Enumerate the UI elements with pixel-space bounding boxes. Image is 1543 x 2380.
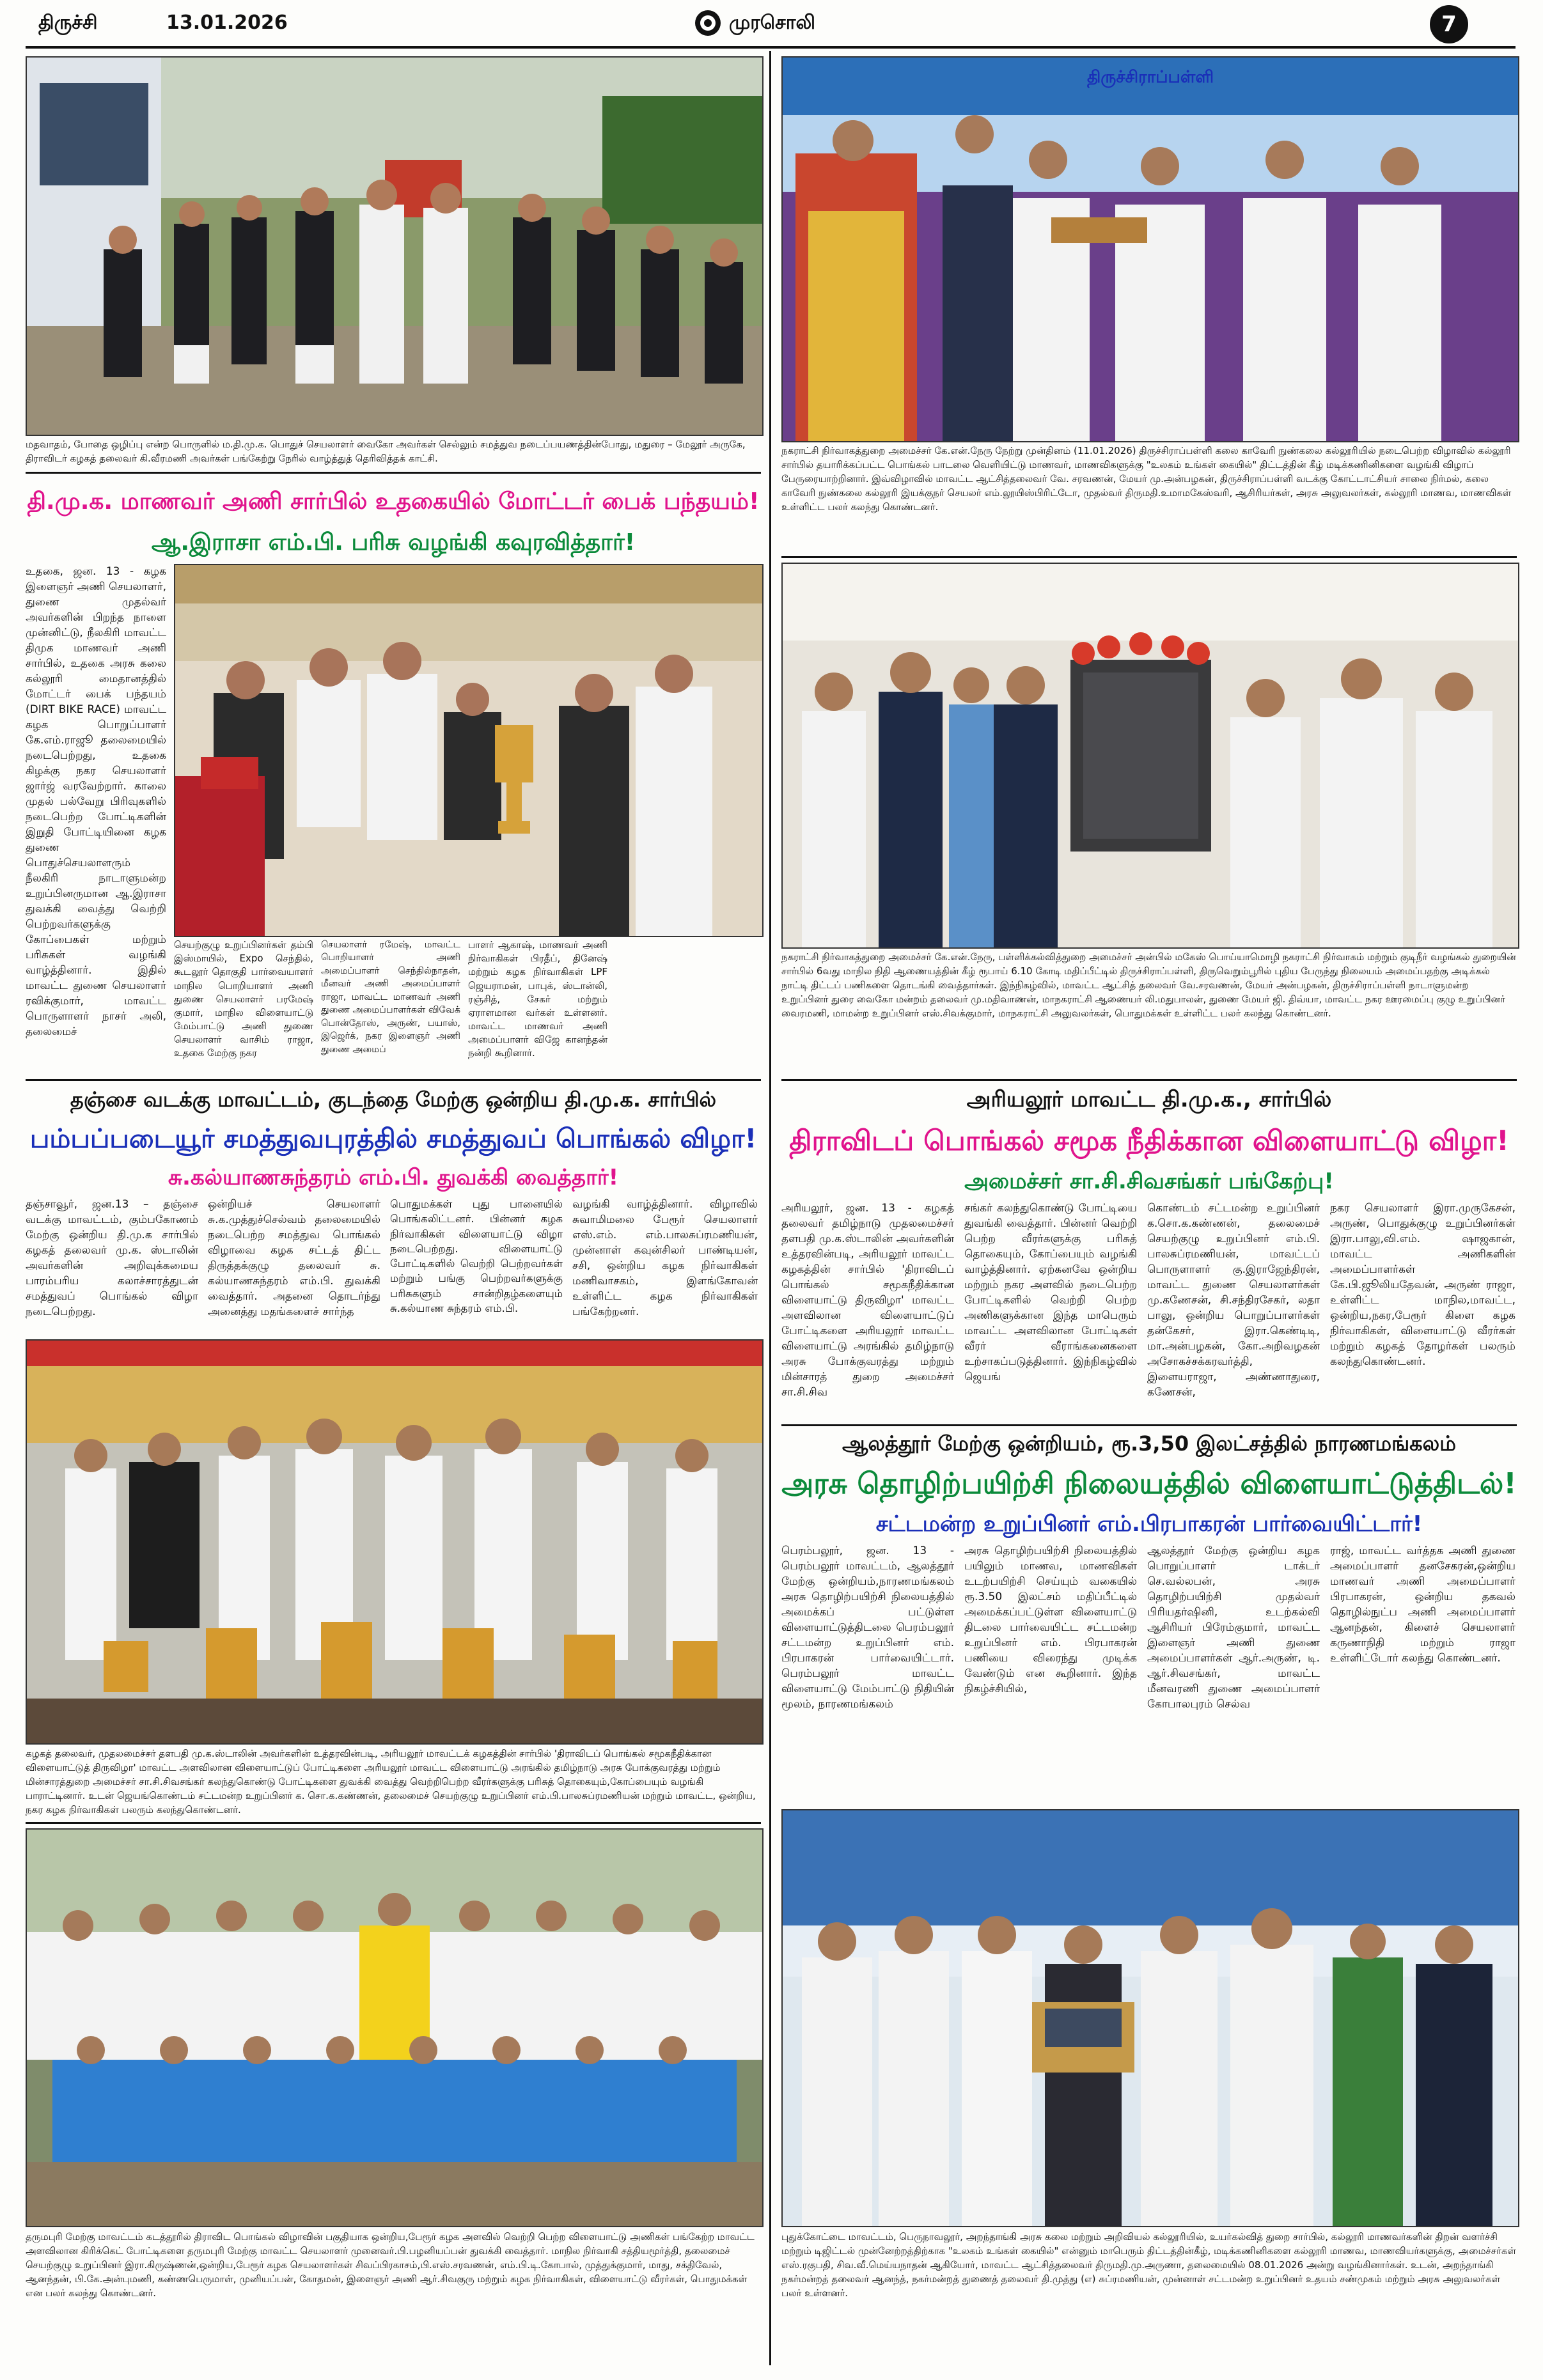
masthead-rule bbox=[26, 46, 1516, 49]
ooty-bike-race-subhead: ஆ.இராசா எம்.பி. பரிசு வழங்கி கவுரவித்தார்! bbox=[151, 529, 636, 556]
section-rule bbox=[781, 1424, 1517, 1426]
iti-article-col2: அரசு தொழிற்பயிற்சி நிலையத்தில் பயிலும் மாணவ, மாணவிகள் உடற்பயிற்சி செய்யும் வகையில் ரூ.3.50 இலட்சம் மதிப்பீட்டில் அமைக்கப்பட்டுள்ள விளையாட்டு திடலை பார்வையிட்ட சட்டமன்ற உறுப்பினர் எம். பிரபாகரன் பணியை விரைந்து முடிக்க வேண்டும் என கூறினார். இந்த நிகழ்ச்சியில், bbox=[964, 1544, 1137, 1695]
iti-kicker: ஆலத்தூர் மேற்கு ஒன்றியம், ரூ.3,50 இலட்சத்தில் நாரணமங்கலம் bbox=[842, 1431, 1456, 1456]
photo-cricket-team bbox=[26, 1828, 764, 2227]
pongal-article-col1: தஞ்சாவூர், ஜன.13 – தஞ்சை வடக்கு மாவட்டம், கும்பகோணம் மேற்கு ஒன்றிய தி.மு.க சார்பில் கழகத் தலைவர் மு.க. ஸ்டாலின் அவர்களின் அறிவுக்கமைய பாரம்பரிய கலாச்சாரத்துடன் சமத்துவப் பொங்கல் விழா நடைபெற்றது. bbox=[26, 1198, 198, 1318]
photo-walk-caption: மதவாதம், போதை ஒழிப்பு என்ற பொருளில் ம.தி.மு.க. பொதுச் செயலாளர் வைகோ அவர்கள் செல்லும் சமத்துவ நடைப்பயணத்தின்போது, மதுரை – மேலூர் அருகே, திராவிடர் கழகத் தலைவர் கி.வீரமணி அவர்கள் பங்கேற்று நேரில் வாழ்த்துத் தெரிவித்தக் காட்சி. bbox=[26, 439, 746, 464]
photo-college-laptop-event bbox=[781, 56, 1519, 442]
ariyalur-subhead: அமைச்சர் சா.சி.சிவசங்கர் பங்கேற்பு! bbox=[964, 1169, 1334, 1194]
ooty-article-col1: உதகை, ஜன. 13 - கழக இளைஞர் அணி செயலாளர், துணை முதல்வர் அவர்களின் பிறந்த நாளை முன்னிட்டு, நீலகிரி மாவட்ட திமுக மாணவர் அணி சார்பில், உதகை அரசு கலை கல்லூரி மைதானத்தில் மோட்டர் பைக் பந்தயம் (DIRT BIKE RACE) மாவட்ட கழக பொறுப்பாளர் கே.எம்.ராஜூ தலைமையில் நடைபெற்றது, உதகை கிழக்கு நகர செயலாளர் ஜார்ஜ் வரவேற்றார். காலை முதல் பல்வேறு பிரிவுகளில் நடைபெற்ற போட்டிகளின் இறுதி போட்டியினை கழக துணை பொதுச்செயலாளரும் நீலகிரி நாடாளுமன்ற உறுப்பினருமான ஆ.இராசா துவக்கி வைத்து வெற்றி பெற்றவர்களுக்கு கோப்பைகள் மற்றும் பரிசுகள் வழங்கி வாழ்த்தினார். இதில் மாவட்ட துணை செயலாளர் ரவிக்குமார், மாவட்ட பொருளாளர் நாசர் அலி, தலைமைச் bbox=[26, 565, 166, 1038]
college-banner-text: திருச்சிராப்பள்ளி bbox=[1087, 68, 1214, 87]
section-rule bbox=[781, 1079, 1517, 1081]
pongal-headline: பம்பப்படையூர் சமத்துவபுரத்தில் சமத்துவப் பொங்கல் விழா! bbox=[29, 1123, 757, 1154]
ariyalur-article-col1: அரியலூர், ஜன. 13 - கழகத் தலைவர் தமிழ்நாடு முதலமைச்சர் தளபதி மு.க.ஸ்டாலின் அவர்களின் உத்தரவின்படி, அரியலூர் மாவட்ட கழகத்தின் சார்பில் 'திராவிடப் பொங்கல் சமூகநீதிக்கான விளையாட்டு திருவிழா' மாவட்ட அளவிலான விளையாட்டுப் போட்டிகளை அரியலூர் மாவட்ட விளையாட்டு அரங்கில் தமிழ்நாடு அரசு போக்குவரத்து மற்றும் மின்சாரத் துறை அமைச்சர் சா.சி.சிவ bbox=[781, 1202, 954, 1399]
ariyalur-headline: திராவிடப் பொங்கல் சமூக நீதிக்கான விளையாட்டு விழா! bbox=[789, 1125, 1509, 1157]
photo-trophy-presentation bbox=[174, 564, 764, 937]
paper-name: முரசொலி bbox=[729, 12, 815, 34]
photo-college-caption: நகராட்சி நிர்வாகத்துறை அமைச்சர் கே.என்.நேரு நேற்று முன்தினம் (11.01.2026) திருச்சிராப்பள்ளி கலை காவேரி நுண்கலை கல்லூரியில் நடைபெற்ற விழாவில் கல்லூரி சார்பில் தயாரிக்கப்பட்ட பொங்கல் பாடலை வெளியிட்டு மாணவர், மாணவிகளுக்கு "உலகம் உங்கள் கையில்" திட்டத்தின் கீழ் மடிக்கணினிகளை வழங்கி விழாப் பேருரையாற்றினார். இவ்விழாவில் மாவட்ட ஆட்சித்தலைவர் வே. சரவணன், மேயர் மு.அன்பழகன், திருச்சிராப்பள்ளி வடக்கு கோட்டாட்சியர் சாலை நிர்மல், கலை காவேரி நுண்கலை கல்லூரி இயக்குநர் செயலர் எம்.லூயிஸ்பிரிட்டோ, முதல்வர் திருமதி.உமாமகேஸ்வரி, ஆசிரியர்கள், அரசு அலுவலர்கள், கல்லூரி மாணவ, மாணவிகள் உள்ளிட்ட பலர் கலந்து கொண்டனர். bbox=[781, 445, 1512, 513]
iti-article-col1: பெரம்பலூர், ஜன. 13 - பெரம்பலூர் மாவட்டம், ஆலத்தூர் மேற்கு ஒன்றியம்,நாரணமங்கலம் அரசு தொழிற்பயிற்சி நிலையத்தில் அமைக்கப் பட்டுள்ள விளையாட்டுத்திடலை பெரம்பலூர் சட்டமன்ற உறுப்பினர் எம். பிரபாகரன் பார்வையிட்டார். பெரம்பலூர் மாவட்ட விளையாட்டு மேம்பாட்டு நிதியின் மூலம், நாரணமங்கலம் bbox=[781, 1544, 954, 1711]
page-number: 7 bbox=[1430, 5, 1468, 43]
pongal-subhead: சு.கல்யாணசுந்தரம் எம்.பி. துவக்கி வைத்தார்! bbox=[168, 1165, 619, 1190]
column-divider bbox=[769, 51, 771, 2365]
edition-name: திருச்சி bbox=[38, 12, 98, 34]
paper-logo-icon bbox=[694, 9, 722, 37]
ooty-article-col2: செயற்குழு உறுப்பினர்கள் தம்பி இஸ்மாயில், Expo செந்தில், கூடலூர் தொகுதி பார்வையாளர் மாநில பொறியாளர் அணி துணை செயலாளர் பரமேஷ் குமார், மாநில விளையாட்டு மேம்பாட்டு அணி துணை செயலாளர் வாசிம் ராஜா, உதகை மேற்கு நகர bbox=[174, 939, 313, 1059]
ariyalur-article-col3: கொண்டம் சட்டமன்ற உறுப்பினர் க.சொ.க.கண்ணன், தலைமைச் செயற்குழு உறுப்பினர் எம்.பி. பாலசுப்ரமணியன், மாவட்டப் பொருளாளர் கு.இராஜேந்திரன், மாவட்ட துணை செயலாளர்கள் மு.கணேசன், சி.சந்திரசேகர், லதா பாலு, ஒன்றிய பொறுப்பாளர்கள் தன்கேசர், இரா.கெண்டிடி, மா.அன்பழகன், கோ.அறிவழகன் அசோகச்சக்கரவர்த்தி, இளையராஜா, அண்ணாதுரை, கணேசன், bbox=[1147, 1202, 1320, 1399]
ooty-article-col3: செயலாளர் ரமேஷ், மாவட்ட பொறியாளர் அணி அமைப்பாளர் செந்தில்நாதன், மீனவர் அணி அமைப்பாளர் ராஜா, மாவட்ட மாணவர் அணி துணை அமைப்பாளர்கள் விவேக் பொன்தோஸ், அருண், பயாஸ், இஜெர்க், நகர இளைஞர் அணி துணை அமைப் bbox=[321, 940, 460, 1055]
photo-laptop-caption: புதுக்கோட்டை மாவட்டம், பெருநாவலூர், அறந்தாங்கி அரசு கலை மற்றும் அறிவியல் கல்லூரியில், உயர்கல்வித் துறை சார்பில், கல்லூரி மாணவர்களின் திறன் வளர்ச்சி மற்றும் டிஜிட்டல் முன்னேற்றத்திற்காக "உலகம் உங்கள் கையில்" என்னும் மாபெரும் திட்டத்தின்கீழ், மடிக்கணினிகளை கல்லூரி மாணவ, மாணவியர்களுக்கு, அமைச்சர்கள் எஸ்.ரகுபதி, சிவ.வீ.மெய்யநாதன் ஆகியோர், மாவட்ட ஆட்சித்தலைவர் திருமதி.மு.அருணா, தலைமையில் 08.01.2026 அன்று வழங்கினார்கள். உடன், அறந்தாங்கி நகர்மன்றத் தலைவர் ஆனந்த், நகர்மன்றத் துணைத் தலைவர் தி.முத்து (எ) சுப்ரமணியன், முன்னாள் சட்டமன்ற உறுப்பினர் உதயம் சண்முகம் மற்றும் அரசு அலுவலர்கள் பலர் உள்ளனர். bbox=[781, 2231, 1517, 2299]
photo-ariyalur-caption: கழகத் தலைவர், முதலமைச்சர் தளபதி மு.க.ஸ்டாலின் அவர்களின் உத்தரவின்படி, அரியலூர் மாவட்டக் கழகத்தின் சார்பில் 'திராவிடப் பொங்கல் சமூகநீதிக்கான விளையாட்டுத் திருவிழா' மாவட்ட அளவிலான விளையாட்டுப் போட்டிகளை அரியலூர் மாவட்ட விளையாட்டு அரங்கில் தமிழ்நாடு அரசு போக்குவரத்து மற்றும் மின்சாரத்துறை அமைச்சர் சா.சி.சிவசங்கர் கலந்துகொண்டு போட்டிகளை துவக்கி வைத்து வெற்றிபெற்ற வீரர்களுக்கு பரிசுத் தொகையும்,கோப்பையும் வழங்கி பாராட்டினார். உடன் ஜெயங்கொண்டம் சட்டமன்ற உறுப்பினர் க. சொ.க.கண்ணன், தலைமைச் செயற்குழு உறுப்பினர் எம்.பி.பாலசுப்ரமணியன் மற்றும் மாவட்ட, ஒன்றிய, நகர கழக நிர்வாகிகள் பலரும் கலந்துகொண்டனர். bbox=[26, 1748, 756, 1816]
issue-date: 13.01.2026 bbox=[166, 12, 288, 34]
pongal-article-col3: பொதுமக்கள் புது பானையில் பொங்கலிட்டனர். பின்னர் கழக நிர்வாகிகள் விளையாட்டு விழா நடைபெற்றது. விளையாட்டு போட்டிகளில் வெற்றி பெற்றவர்கள் மற்றும் பங்கு பெற்றவர்களுக்கு பரிசுகளும் சான்றிதழ்களையும் சு.கல்யாண சுந்தரம் எம்.பி. bbox=[390, 1198, 563, 1315]
photo-walk-procession bbox=[26, 56, 764, 436]
photo-bus-stand-caption: நகராட்சி நிர்வாகத்துறை அமைச்சர் கே.என்.நேரு, பள்ளிக்கல்வித்துறை அமைச்சர் அன்பில் மகேஸ் பொய்யாமொழி நகராட்சி நிர்வாகம் மற்றும் குடிநீர் வழங்கல் துறையின் சார்பில் 6வது மாநில நிதி ஆணையத்தின் கீழ் ரூபாய் 6.10 கோடி மதிப்பீட்டில் திருச்சிராப்பள்ளி, திருவெறும்பூரில் புதிய பேருந்து நிலையம் அமைப்பதற்கு அடிக்கல் நாட்டி திட்டப் பணிகளை தொடங்கி வைத்தார்கள். இந்நிகழ்வில், மாவட்ட ஆட்சித் தலைவர் வே.சரவணன், மேயர் அன்பழகன், திருச்சிராப்பள்ளி நாடாளுமன்ற உறுப்பினர் துரை வைகோ மன்றம் தலைவர் மு.மதிவாணன், மாநகராட்சி ஆணையர் லி.மதுபாலன், துணை மேயர் ஜி. திவ்யா, மாவட்ட நகர ஊரமைப்பு குழு உறுப்பினர் வைரமணி, மாமன்ற உறுப்பினர் எஸ்.சிவக்குமார், மாநகராட்சி அலுவலர்கள், பொதுமக்கள் உள்ளிட்ட பலர் கலந்து கொண்டனர். bbox=[781, 951, 1516, 1019]
photo-ariyalur-trophies bbox=[26, 1339, 764, 1745]
pongal-kicker: தஞ்சை வடக்கு மாவட்டம், குடந்தை மேற்கு ஒன்றிய தி.மு.க. சார்பில் bbox=[70, 1087, 717, 1112]
ooty-article-col4: பாளர் ஆகாஷ், மாணவர் அணி நிர்வாகிகள் பிரதீப், தினேஷ் மற்றும் கழக நிர்வாகிகள் LPF ஜெயராமன், பாபுக், ஸ்டான்லி, ரஞ்சித், சேகர் மற்றும் ஏராளமான வர்கள் உள்ளனர். மாவட்ட மாணவர் அணி அமைப்பாளர் விஜே கானந்தன் நன்றி கூறினார். bbox=[468, 939, 607, 1059]
section-rule bbox=[26, 472, 761, 474]
iti-article-col4: ராஜ், மாவட்ட வர்த்தக அணி துணை அமைப்பாளர் தனசேகரன்,ஒன்றிய மாணவர் அணி அமைப்பாளர் பிரபாகரன், ஒன்றிய தகவல் தொழில்நுட்ப அணி அமைப்பாளர் ஆனந்தன், கிளைச் செயலாளர் கருணாநிதி மற்றும் ராஜா உள்ளிட்டோர் கலந்து கொண்டனர். bbox=[1330, 1544, 1516, 1665]
pongal-article-col4: வழங்கி வாழ்த்தினார். விழாவில் சுவாமிமலை பேரூர் செயலாளர் எஸ்.எம். எம்.பாலசுப்ரமணியன், முன்னாள் கவுன்சிலர் பாண்டியன், சசி, ஒன்றிய கழக நிர்வாகிகள் மணிவாசகம், இளங்கோவன் உள்ளிட்ட கழக நிர்வாகிகள் பங்கேற்றனர். bbox=[572, 1198, 758, 1318]
iti-headline: அரசு தொழிற்பயிற்சி நிலையத்தில் விளையாட்டுத்திடல்! bbox=[781, 1466, 1517, 1500]
section-rule bbox=[781, 556, 1517, 558]
section-rule bbox=[26, 1822, 761, 1824]
ariyalur-article-col2: சங்கர் கலந்துகொண்டு போட்டியை துவங்கி வைத்தார். பின்னர் வெற்றி பெற்ற வீரர்களுக்கு பரிசுத் தொகையும், கோப்பையும் வழங்கி வாழ்த்தினார். ஏற்கனவே ஒன்றிய மற்றும் நகர அளவில் நடைபெற்ற போட்டிகளில் வெற்றி பெற்ற அணிகளுக்கான இந்த மாபெரும் மாவட்ட அளவிலான போட்டிகள் வீரர் வீராங்கனைகளை உற்சாகப்படுத்தினார். இந்நிகழ்வில் ஜெயங் bbox=[964, 1202, 1137, 1383]
photo-cricket-caption: தருமபுரி மேற்கு மாவட்டம் கடத்தூரில் திராவிட பொங்கல் விழாவின் பகுதியாக ஒன்றிய,பேரூர் கழக அளவில் வெற்றி பெற்ற விளையாட்டு அணிகள் பங்கேற்ற மாவட்ட அளவிலான கிரிக்கெட் போட்டிகளை தருமபுரி மேற்கு மாவட்ட செயலாளர் முனைவர்.பி.பழனியப்பன் துவக்கி வைத்தார். மாநில நிர்வாகி சத்தியமூர்த்தி, தலைமைச் செயற்குழு உறுப்பினர் இரா.கிருஷ்ணன்,ஒன்றிய,பேரூர் கழக செயலாளர்கள் சிவப்பிரகாசம்,பி.எஸ்.சரவணன், எம்.பி.டி.கோபால், முத்துக்குமார், மாது, சக்திவேல், ஆனந்தன், பி.கே.அன்புமணி, கண்ணபெருமாள், முனியப்பன், கோதமன், இளைஞர் அணி ஆர்.சிவகுரு மற்றும் கழக நிர்வாகிகள், விளையாட்டு வீரர்கள், பொதுமக்கள் என பலர் கலந்து கொண்டனர். bbox=[26, 2231, 755, 2299]
ariyalur-article-col4: நகர செயலாளர் இரா.முருகேசன், அருண், பொதுக்குழு உறுப்பினர்கள் இரா.பாலு,வி.எம். ஷாஜகான், மாவட்ட அணிகளின் அமைப்பாளர்கள் கே.பி.ஜூலியதேவன், அருண் ராஜா, உள்ளிட்ட மாநில,மாவட்ட, ஒன்றிய,நகர,பேரூர் கிளை கழக நிர்வாகிகள், விளையாட்டு வீரர்கள் மற்றும் கழகத் தோழர்கள் பலரும் கலந்துகொண்டனர். bbox=[1330, 1202, 1516, 1368]
section-rule bbox=[26, 1079, 761, 1081]
ooty-bike-race-headline: தி.மு.க. மாணவர் அணி சார்பில் உதகையில் மோட்டர் பைக் பந்தயம்! bbox=[27, 488, 760, 515]
iti-subhead: சட்டமன்ற உறுப்பினர் எம்.பிரபாகரன் பார்வையிட்டார்! bbox=[875, 1511, 1423, 1537]
pongal-article-col2: ஒன்றியச் செயலாளர் சு.க.முத்துச்செல்வம் தலைமையில் நடைபெற்ற சமத்துவ பொங்கல் விழாவை கழக சட்டத் திட்ட திருத்தக்குழு தலைவர் சு. கல்யாணசுந்தரம் எம்.பி. துவக்கி வைத்தார். அதனை தொடர்ந்து அனைத்து மதங்களைச் சார்ந்த bbox=[208, 1198, 380, 1318]
ariyalur-kicker: அரியலூர் மாவட்ட தி.மு.க., சார்பில் bbox=[966, 1087, 1332, 1112]
photo-bus-stand-foundation bbox=[781, 563, 1519, 949]
photo-laptop-distribution bbox=[781, 1809, 1519, 2227]
iti-article-col3: ஆலத்தூர் மேற்கு ஒன்றிய கழக பொறுப்பாளர் டாக்டர் செ.வல்லபன், அரசு தொழிற்பயிற்சி முதல்வர் பிரியதர்ஷினி, உடற்கல்வி ஆசிரியர் பிரேம்குமார், மாவட்ட இளைஞர் அணி துணை அமைப்பாளர்கள் ஆர்.அருண், டி. ஆர்.சிவசங்கர், மாவட்ட மீனவரணி துணை அமைப்பாளர் கோபாலபுரம் செல்வ bbox=[1147, 1544, 1320, 1711]
